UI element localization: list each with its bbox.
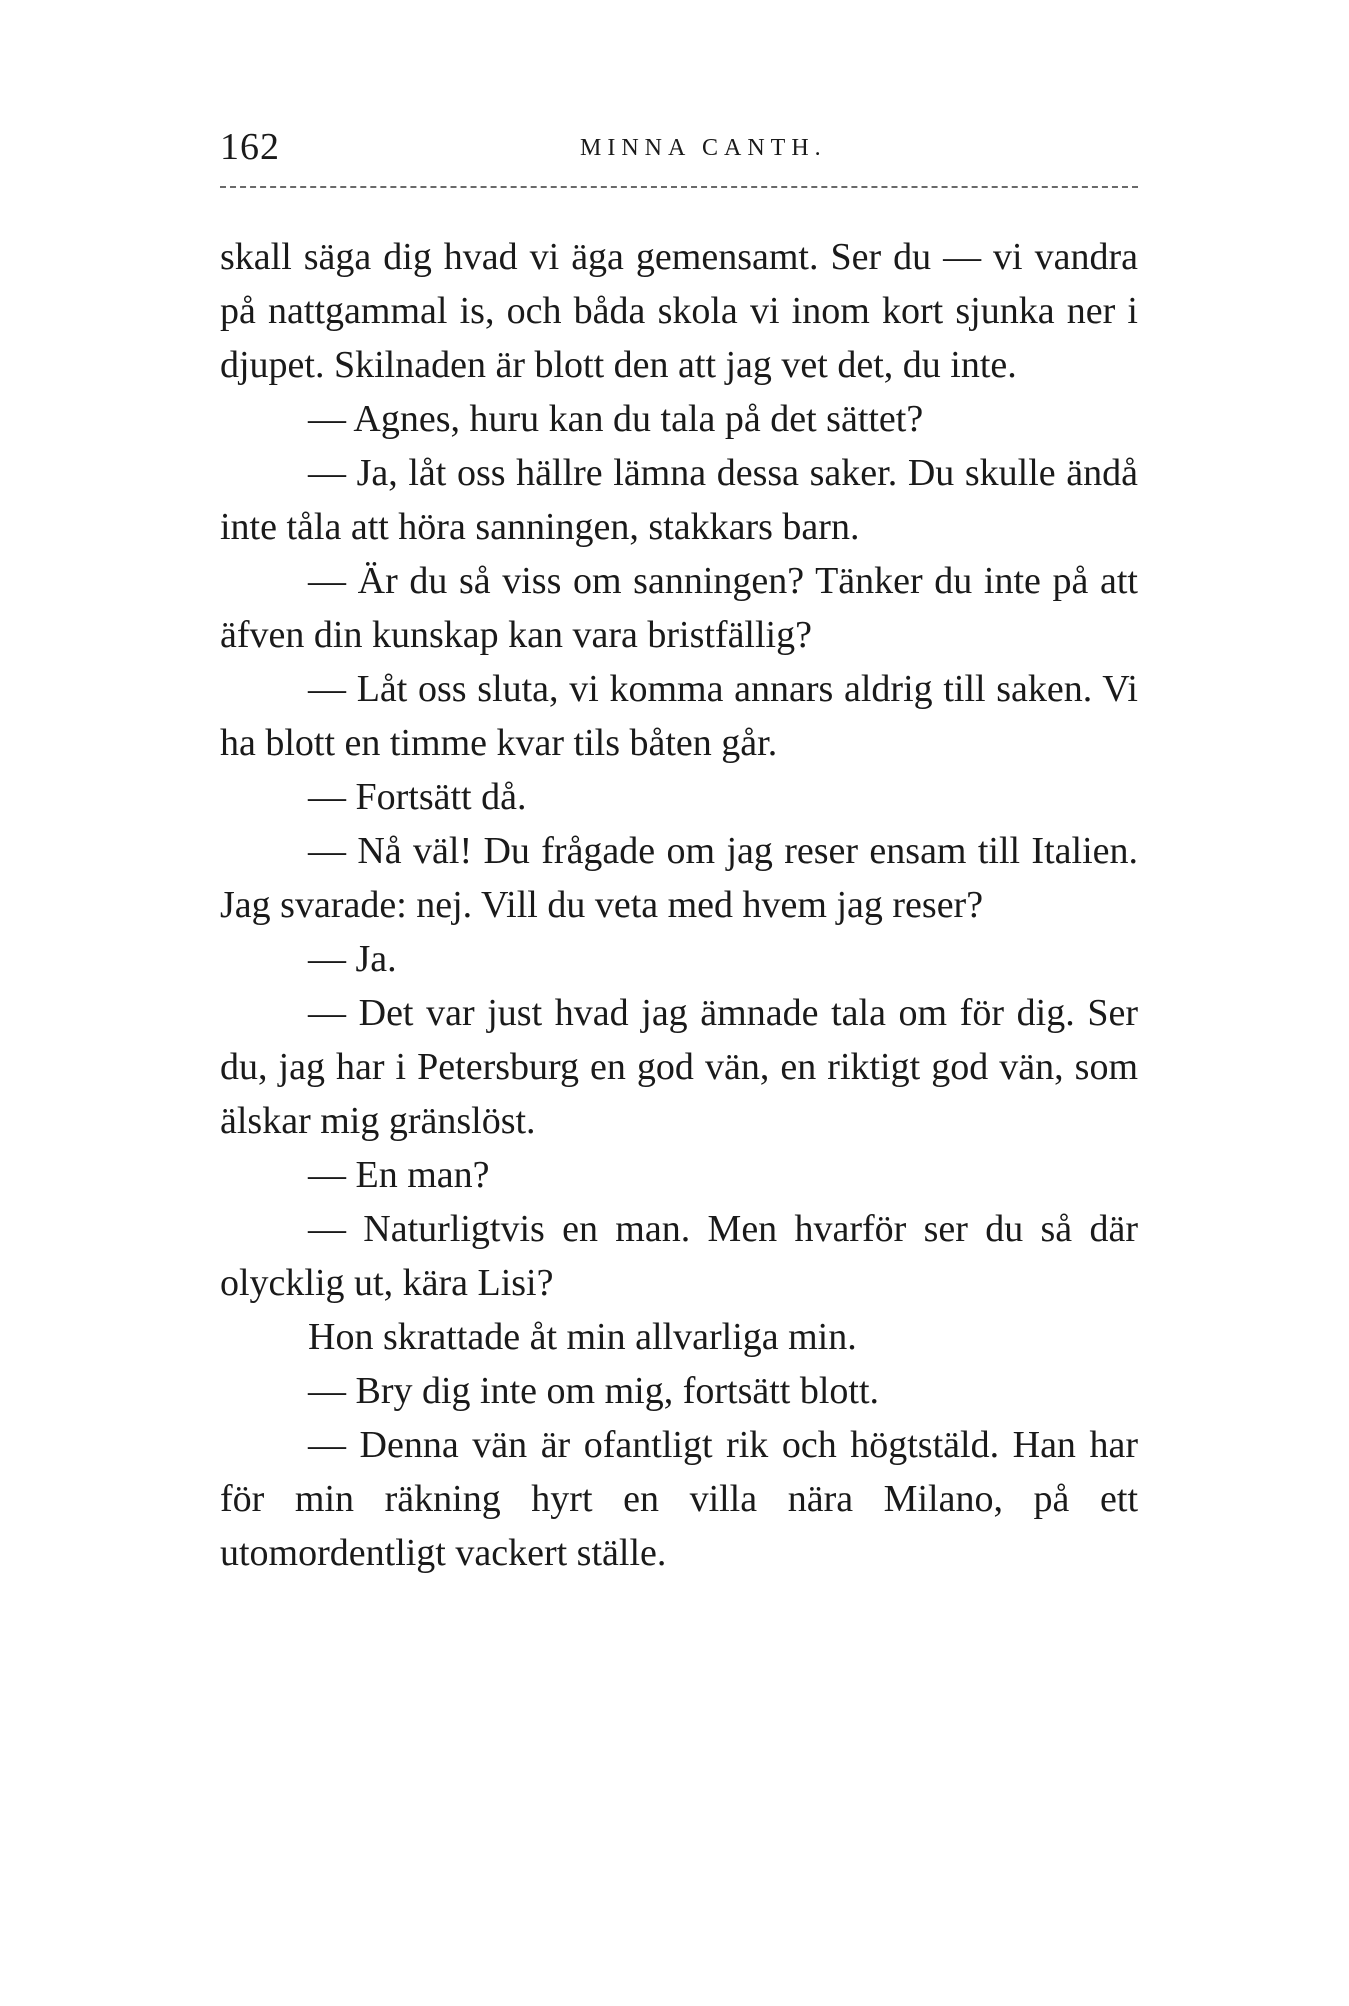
paragraph: skall säga dig hvad vi äga gemensamt. Ser du — vi vandra på nattgammal is, och båda skola vi inom kort sjunka ner i djupet. Skilnaden är blott den att jag vet det, du inte. (220, 236, 1138, 386)
page-header (220, 125, 1138, 185)
header-divider (220, 186, 1138, 188)
page-number: 162 (220, 126, 280, 168)
running-title: MINNA CANTH. (580, 135, 827, 161)
paragraph: — Låt oss sluta, vi komma annars aldrig till saken. Vi ha blott en timme kvar tils båten går. (220, 668, 1138, 764)
paragraph: — Fortsätt då. (308, 776, 527, 818)
paragraph: — Agnes, huru kan du tala på det sättet? (308, 398, 924, 440)
paragraph: — En man? (308, 1154, 490, 1196)
paragraph: Hon skrattade åt min allvarliga min. (308, 1316, 857, 1358)
paragraph: — Ja. (308, 938, 397, 980)
paragraph: — Naturligtvis en man. Men hvarför ser du så där olycklig ut, kära Lisi? (220, 1208, 1138, 1304)
body-text (220, 230, 1138, 1580)
paragraph: — Denna vän är ofantligt rik och högtstäld. Han har för min räkning hyrt en villa nära Milano, på ett utomordentligt vackert ställe. (220, 1424, 1138, 1574)
paragraph: — Det var just hvad jag ämnade tala om för dig. Ser du, jag har i Petersburg en god vän, en riktigt god vän, som älskar mig gränslöst. (220, 992, 1138, 1142)
paragraph: — Ja, låt oss hällre lämna dessa saker. Du skulle ändå inte tåla att höra sanningen, stakkars barn. (220, 452, 1138, 548)
paragraph: — Bry dig inte om mig, fortsätt blott. (308, 1370, 880, 1412)
paragraph: — Nå väl! Du frågade om jag reser ensam till Italien. Jag svarade: nej. Vill du veta med hvem jag reser? (220, 830, 1138, 926)
paragraph: — Är du så viss om sanningen? Tänker du inte på att äfven din kunskap kan vara bristfällig? (220, 560, 1138, 656)
